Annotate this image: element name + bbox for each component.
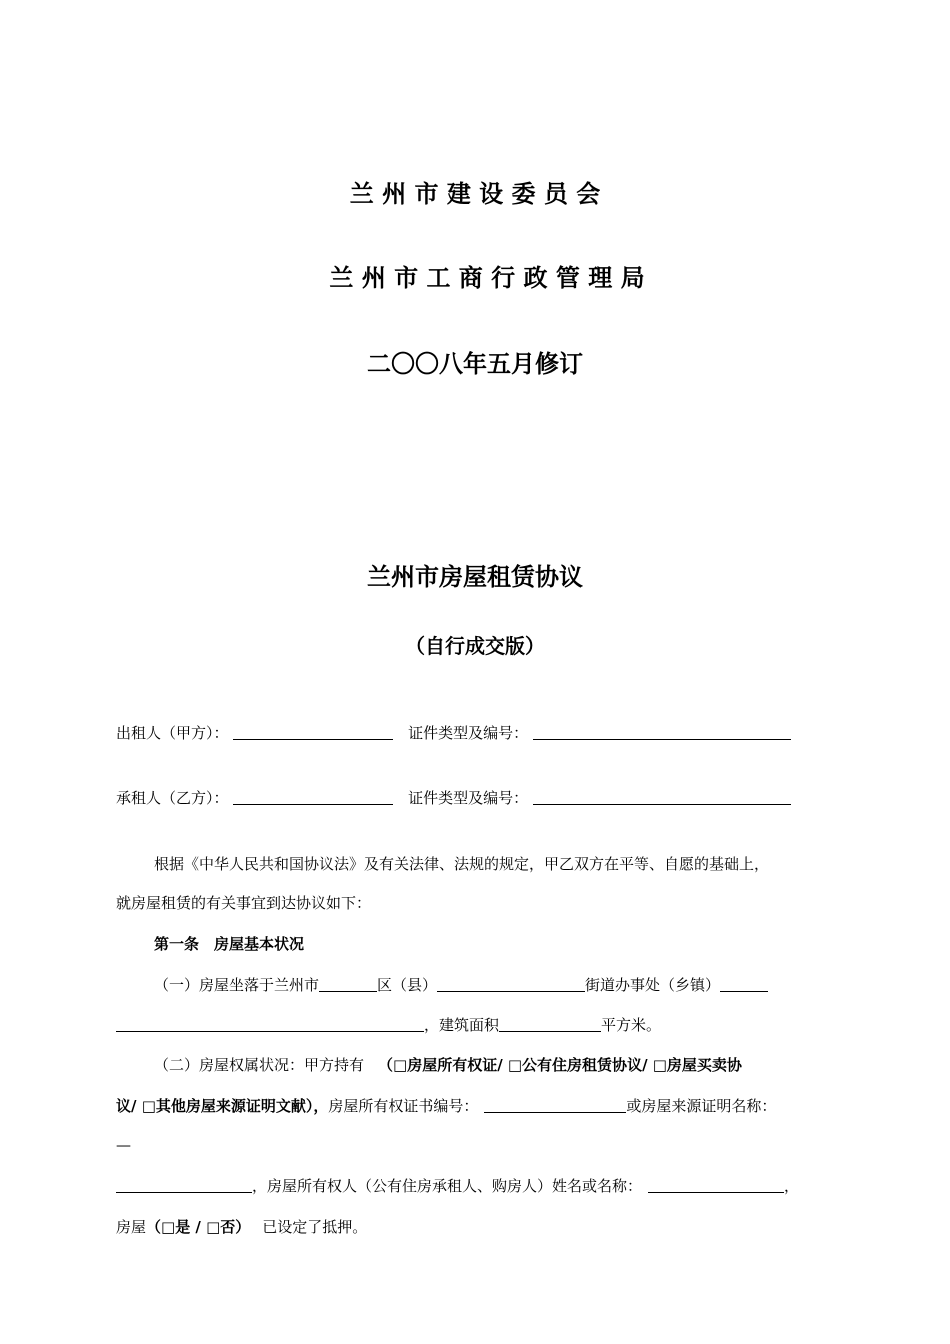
agreement-subtitle: （自行成交版） bbox=[405, 634, 545, 658]
agreement-title: 兰州市房屋租赁协议 bbox=[367, 562, 583, 591]
owner-name-label: ，房屋所有权人（公有住房承租人、购房人）姓名或名称： bbox=[252, 1177, 643, 1195]
source-doc-label: 或房屋来源证明名称： bbox=[626, 1097, 777, 1115]
district-blank[interactable] bbox=[319, 977, 377, 992]
org-title-commerce: 兰 州 市 工 商 行 政 管 理 局 bbox=[329, 263, 645, 292]
article-1-item-2-row-1 bbox=[154, 1054, 742, 1075]
mortgage-label: 已设定了抵押。 bbox=[262, 1218, 368, 1236]
owner-name-blank[interactable] bbox=[648, 1178, 784, 1193]
subdistrict-label: 街道办事处（乡镇） bbox=[585, 976, 721, 994]
lessee-name-blank[interactable] bbox=[233, 790, 393, 805]
article-1-item-2-row-4 bbox=[116, 1175, 799, 1196]
house-label: 房屋 bbox=[116, 1218, 147, 1236]
revision-date: 二〇〇八年五月修订 bbox=[367, 349, 583, 378]
floor-area-label: ，建筑面积 bbox=[424, 1016, 500, 1034]
mortgage-options[interactable]: （□是 / □否） bbox=[146, 1218, 251, 1236]
street-blank[interactable] bbox=[437, 977, 585, 992]
article-1-item-2-row-2 bbox=[116, 1095, 776, 1116]
town-blank[interactable] bbox=[720, 977, 768, 992]
ownership-label: （二）房屋权属状况：甲方持有 bbox=[154, 1056, 365, 1074]
ownership-options-cont[interactable]: 议/ □其他房屋来源证明文献）， bbox=[116, 1097, 329, 1115]
article-1-item-2-row-3: — bbox=[116, 1136, 131, 1154]
lessee-label: 承租人（乙方）： bbox=[116, 789, 229, 807]
district-label: 区（县） bbox=[377, 976, 438, 994]
lessor-label: 出租人（甲方）： bbox=[116, 724, 229, 742]
lessee-row bbox=[116, 787, 791, 808]
article-1-item-2-row-5 bbox=[116, 1216, 367, 1237]
location-city-label: （一）房屋坐落于兰州市 bbox=[154, 976, 320, 994]
certificate-number-label: 房屋所有权证书编号： bbox=[328, 1097, 479, 1115]
lessee-id-label: 证件类型及编号： bbox=[408, 789, 529, 807]
lessor-row bbox=[116, 722, 791, 743]
org-title-construction: 兰 州 市 建 设 委 员 会 bbox=[349, 179, 601, 208]
square-meters-label: 平方米。 bbox=[601, 1016, 662, 1034]
source-doc-blank[interactable] bbox=[116, 1178, 252, 1193]
lessor-id-blank[interactable] bbox=[533, 725, 791, 740]
floor-area-blank[interactable] bbox=[499, 1017, 601, 1032]
article-1-item-1-row-2 bbox=[116, 1014, 661, 1035]
certificate-number-blank[interactable] bbox=[484, 1098, 626, 1113]
lessor-id-label: 证件类型及编号： bbox=[408, 724, 529, 742]
comma: ， bbox=[784, 1177, 800, 1195]
intro-line-2: 就房屋租赁的有关事宜到达协议如下： bbox=[116, 894, 372, 912]
article-1-item-1-row-1 bbox=[154, 974, 768, 995]
ownership-options[interactable]: （□房屋所有权证/ □公有住房租赁协议/ □房屋买卖协 bbox=[378, 1056, 742, 1074]
article-1-heading: 第一条 房屋基本状况 bbox=[154, 935, 305, 953]
lessor-name-blank[interactable] bbox=[233, 725, 393, 740]
lessee-id-blank[interactable] bbox=[533, 790, 791, 805]
intro-line-1: 根据《中华人民共和国协议法》及有关法律、法规的规定，甲乙双方在平等、自愿的基础上， bbox=[154, 855, 770, 873]
address-detail-blank[interactable] bbox=[116, 1017, 424, 1032]
